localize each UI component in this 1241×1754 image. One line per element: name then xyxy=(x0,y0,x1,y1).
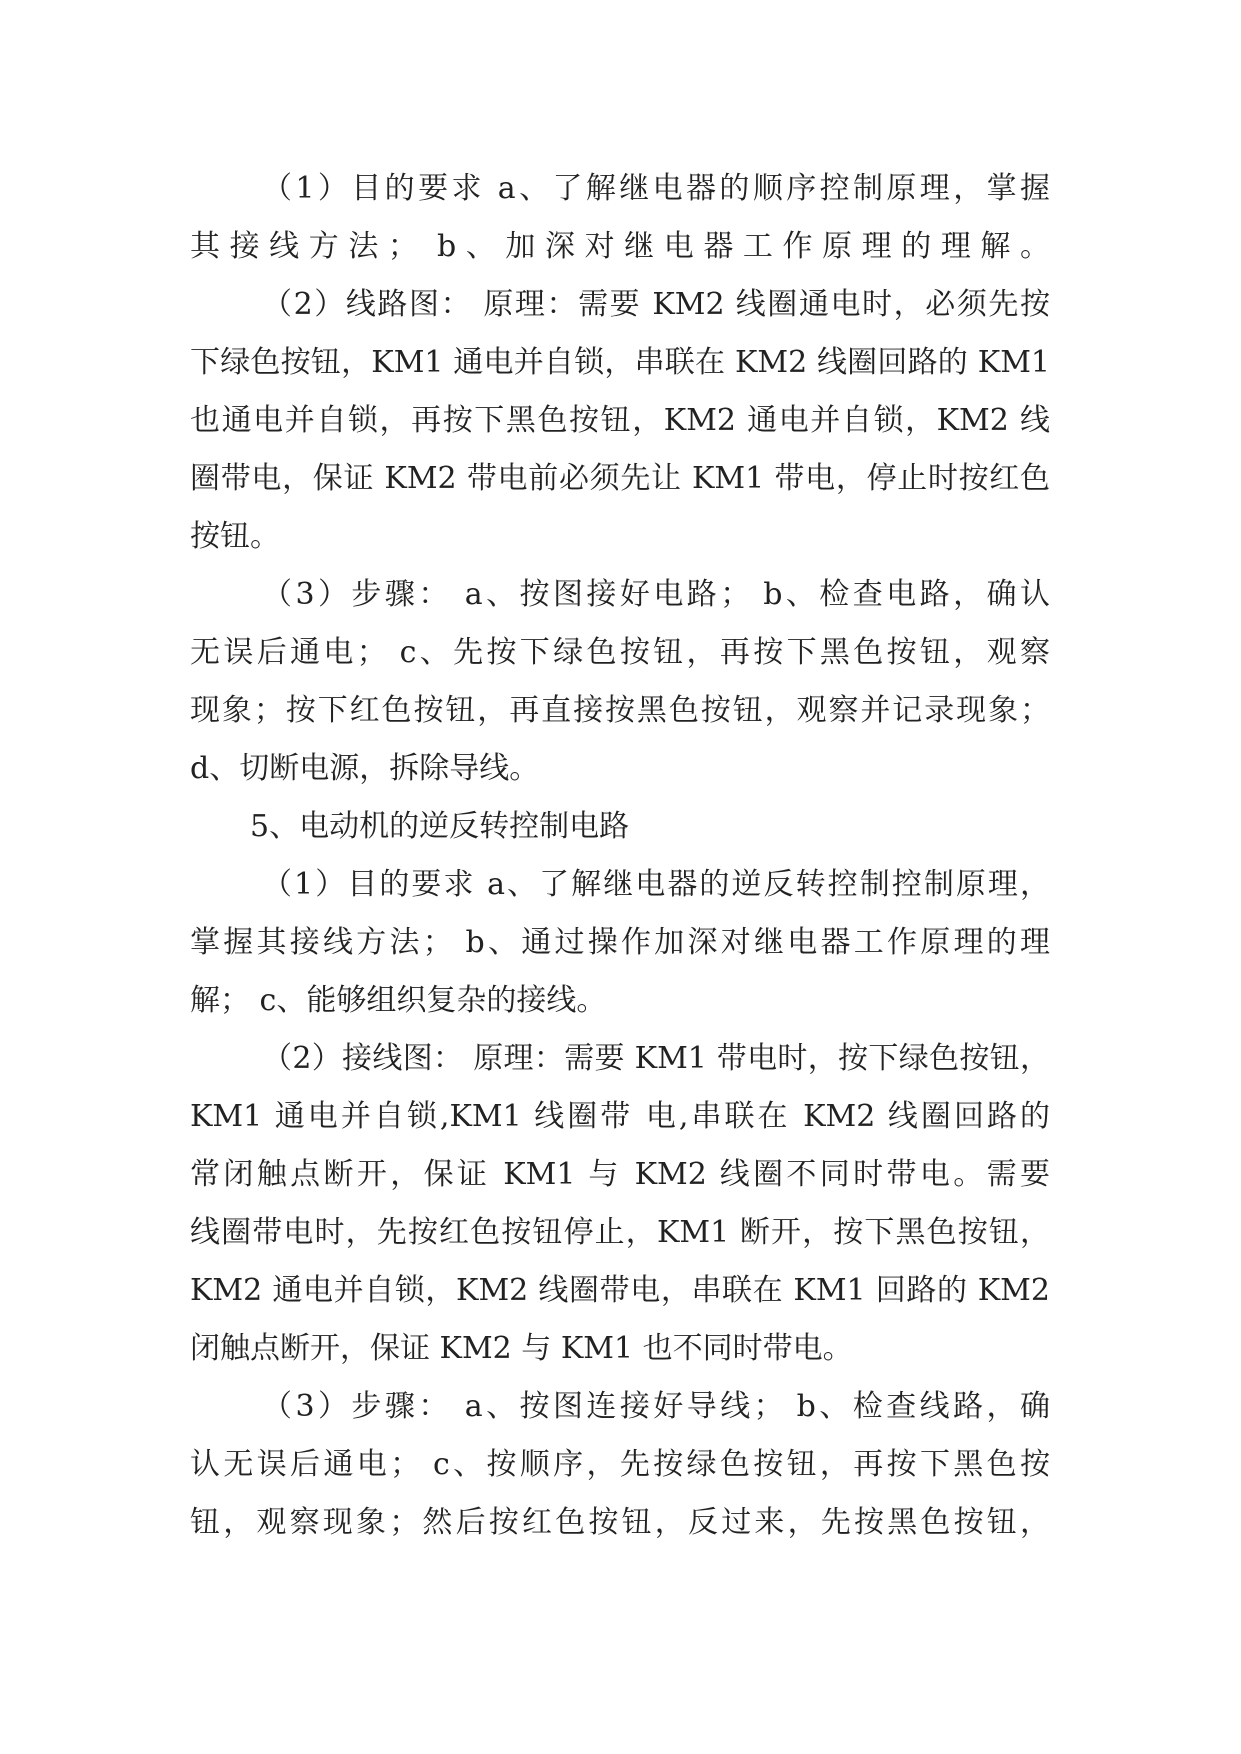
text-line: 掌握其接线方法； b、通过操作加深对继电器工作原理的理 xyxy=(190,925,1050,960)
text-line: 钮，观察现象；然后按红色按钮，反过来，先按黑色按钮， xyxy=(190,1505,1050,1540)
section-heading: 5、电动机的逆反转控制电路 xyxy=(250,809,630,844)
text-line: 按钮。 xyxy=(190,519,280,554)
text-line: （2）线路图： 原理：需要 KM2 线圈通电时，必须先按 xyxy=(262,287,1050,322)
text-line: （3）步骤： a、按图连接好导线； b、检查线路，确 xyxy=(262,1389,1050,1424)
text-line: 常闭触点断开，保证 KM1 与 KM2 线圈不同时带电。需要 xyxy=(190,1157,1050,1192)
text-line: 圈带电，保证 KM2 带电前必须先让 KM1 带电，停止时按红色 xyxy=(190,461,1050,496)
text-line: 现象；按下红色按钮，再直接按黑色按钮，观察并记录现象； xyxy=(190,693,1050,728)
text-line: 下绿色按钮，KM1 通电并自锁，串联在 KM2 线圈回路的 KM1 xyxy=(190,345,1050,380)
text-line: 闭触点断开，保证 KM2 与 KM1 也不同时带电。 xyxy=(190,1331,853,1366)
text-line: （1）目的要求 a、了解继电器的逆反转控制控制原理， xyxy=(262,867,1050,902)
text-line: （1）目的要求 a、了解继电器的顺序控制原理，掌握 xyxy=(262,171,1050,206)
text-line: 也通电并自锁，再按下黑色按钮，KM2 通电并自锁，KM2 线 xyxy=(190,403,1050,438)
text-line: （3）步骤： a、按图接好电路； b、检查电路，确认 xyxy=(262,577,1050,612)
text-line: （2）接线图： 原理：需要 KM1 带电时，按下绿色按钮， xyxy=(262,1041,1050,1076)
text-line: KM2 通电并自锁，KM2 线圈带电，串联在 KM1 回路的 KM2 xyxy=(190,1273,1050,1308)
text-line: KM1 通电并自锁,KM1 线圈带 电,串联在 KM2 线圈回路的 xyxy=(190,1099,1050,1134)
document-body xyxy=(190,160,1050,1552)
text-line: 无误后通电； c、先按下绿色按钮，再按下黑色按钮，观察 xyxy=(190,635,1050,670)
text-line: 解； c、能够组织复杂的接线。 xyxy=(190,983,607,1018)
text-line: d、切断电源，拆除导线。 xyxy=(190,751,540,786)
text-line: 其接线方法； b、加深对继电器工作原理的理解。 xyxy=(190,229,1050,264)
text-line: 线圈带电时，先按红色按钮停止，KM1 断开，按下黑色按钮， xyxy=(190,1215,1050,1250)
text-line: 认无误后通电； c、按顺序，先按绿色按钮，再按下黑色按 xyxy=(190,1447,1050,1482)
